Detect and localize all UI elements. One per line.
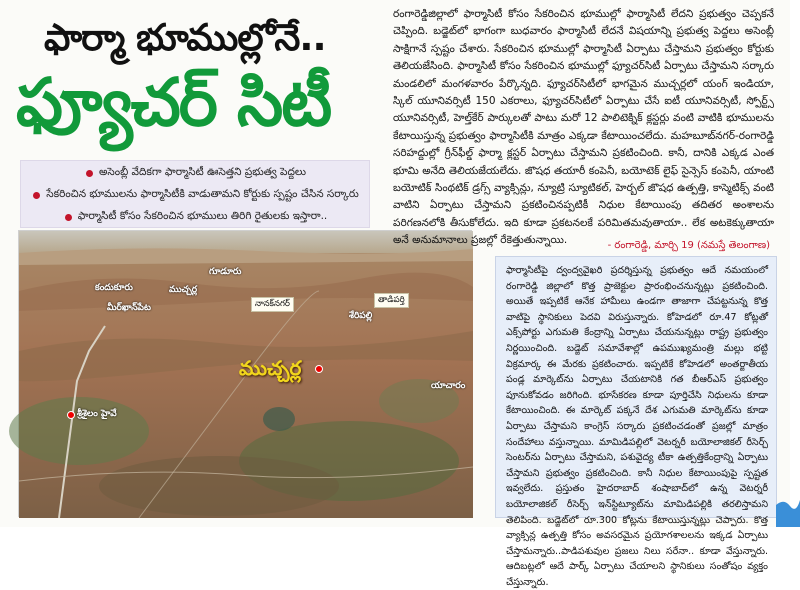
map-label-seripally: శేరిపల్లి [349, 311, 373, 321]
article-body: రంగారెడ్డిజిల్లాలో ఫార్మాసిటీ కోసం సేకరించిన భూముల్లో ఫార్మాసిటీ లేదని ప్రభుత్వం చెప్పకనే చెప్పింది. బడ్జెట్‌లో భాగంగా బుధవారం ఫార్మాసిటీ లేదనే విషయాన్ని ప్రభుత్వ పెద్దలు అసెంబ్లీ సాక్షిగానే స్పష్టం చేశారు. సేకరించిన భూముల్లో ఫార్మాసిటీ ఏర్పాటు చేస్తామని ప్రభుత్వం కోర్టుకు తెలియజేసింది. ఫార్మాసిటీ కోసం సేకరించిన భూముల్లో ఫ్యూచర్‌సిటీ ఏర్పాటు చేస్తామని సర్కారు మండలిలో మంగళవారం పేర్కొన్నది. ఫ్యూచర్‌సిటీలో భాగమైన ముచ్చర్లలో యంగ్ ఇండియా, స్కిల్ యూనివర్సిటీ 150 ఎకరాలు, ఫ్యూచర్‌సిటీలో ఏర్పాటు చేసే ఐటీ యూనివర్సిటీ, స్పోర్ట్స్ యూనివర్సిటీ, హెల్త్‌కేర్ పార్కులతో పాటు మరో 12 పాలిటెక్నిక్ క్లస్టర్లు వంటి వాటికి భూములను కేటాయిస్తున్న ప్రభుత్వం ఫార్మాసిటీకి మాత్రం ఎక్కడా కేటాయించలేదు. మహబూబ్‌నగర్-రంగారెడ్డి సరిహద్దుల్లో గ్రీన్‌ఫీల్డ్ ఫార్మా క్లస్టర్ ఏర్పాటు చేస్తామని ప్రకటించింది. కానీ, దానికి ఎక్కడ ఎంత భూమి అనేది తెలియజేయలేదు. జొషధ తయారీ కంపెనీ, బయోటెక్ లైఫ్ సైన్సెస్ కంపెనీ, యాంటి బయోటిక్ సింథటిక్ డ్రగ్స్ వ్యాక్సిన్లు, న్యూట్రి స్యూటికల్, హెర్బల్ జొషధ ఉత్పత్తి, కాస్మెటిక్స్ వంటి వాటిని ఏర్పాటు చేస్తామని ప్రకటించినప్పటికీ నిధుల కేటాయింపు తదితర అంశాలను పరిగణనలోకి తీసుకోలేదు. ఇది కూడా ప్రకటనలకే పరిమితమవుతాయా.. లేక అటకెక్కుతాయా అనే అనుమానాలు ప్రజల్లో రేకెత్తుతున్నాయి. [393, 8, 774, 247]
map-label-nanak: నానక్‌నగర్ [251, 297, 294, 312]
article-dateline: - రంగారెడ్డి, మార్చి 19 (నమస్తే తెలంగాణ) [607, 240, 770, 251]
map-label-yacharam: యాచారం [431, 381, 466, 391]
location-pin-icon [315, 365, 323, 373]
bullet-item [21, 184, 371, 206]
headline-block [10, 4, 384, 162]
sidebar-box [495, 256, 777, 588]
headline-kicker: ఫార్మా భూముల్లోనే.. [44, 16, 326, 59]
map-label-srisailam-highway: శ్రీశైలం హైవే [77, 409, 117, 419]
bullet-dot-icon [33, 192, 40, 199]
bullet-item [21, 206, 371, 228]
map-label-mutyala: ముచ్చర్ల [169, 285, 198, 295]
map-label-mucherla: ముచ్చర్ల [239, 356, 302, 380]
bullet-points [20, 160, 370, 228]
map-label-gudur: గూడూరు [209, 267, 242, 277]
page-edge-decoration [776, 0, 800, 527]
satellite-map-image [18, 230, 472, 517]
article-column [393, 6, 774, 264]
bullet-text: సేకరించిన భూములను ఫార్మాసిటీకి వాడుతామని కోర్టుకు స్పష్టం చేసిన సర్కారు [46, 187, 359, 200]
headline-main: ఫ్యూచర్ సిటీ [16, 64, 331, 141]
map-label-kandukur: కందుకూరు [95, 283, 133, 293]
bullet-dot-icon [86, 170, 93, 177]
bullet-item [21, 162, 371, 184]
bullet-text: ఫార్మాసిటీ కోసం సేకరించిన భూములు తిరిగి రైతులకు ఇస్తారా.. [77, 209, 328, 222]
map-label-meerkhanpet: మీర్‌ఖాన్‌పేట [107, 303, 151, 313]
map-label-thadiparthi: తాడిపర్తి [374, 293, 409, 308]
location-pin-icon [67, 411, 75, 419]
sidebar-box-text: ఫార్మాసిటీపై ద్వంద్వవైఖరి ప్రదర్శిస్తున్న ప్రభుత్వం ఆదే నమయంలో రంగారెడ్డి జిల్లాలో కొత్త ప్రాజెక్టుల ప్రారంభించనున్నట్లు ప్రకటించింది. అయితే ఇప్పటికే ఆనేక హామీలు ఉండగా తాజాగా చేపట్టనున్న కొత్త వాటిపై స్థానికులు పెదవి విరుస్తున్నారు. కోహెడలో రూ.47 కోట్లతో ఎక్స్‌పోర్టు ఎగుమతి కేంద్రాన్ని ఏర్పాటు చేయనున్నట్లు రాష్ట్ర ప్రభుత్వం నిర్ణయించింది. బడ్జెట్ సమావేశాల్లో ఉపముఖ్యమంత్రి మల్లు భట్టి విక్రమార్క ఈ మేరకు ప్రకటించారు. ఇప్పటికే కోహెడలో అంతర్జాతీయ పండ్ల మార్కెట్‌ను ఏర్పాటు చేయటానికి గత బీఆర్‌ఎస్ ప్రభుత్వం పూనుకోవడం జరిగింది. భూసేకరణ కూడా పూర్తిచేసి నిధులను కూడా కేటాయించింది. ఈ మార్కెట్ పక్కనే దేశ ఎగుమతి మార్కెట్‌ను కూడా ఏర్పాటు చేస్తామని కాంగ్రెస్ సర్కారు ప్రకటించడంతో ప్రజల్లో మాత్రం సందేహాలు వస్తున్నాయి. మామిడిపల్లిలో వెటర్నరీ బయోలాజికల్ రీసెర్చ్ సెంటర్‌ను ఏర్పాటు చేస్తామని, పశువైద్య టీకా ఉత్పత్తికేంద్రాన్ని ఏర్పాటు చేస్తామని ప్రభుత్వం ప్రకటించింది. కానీ నిధుల కేటాయింపుపై స్పష్టత ఇవ్వలేదు. ప్రస్తుతం హైదరాబాద్ శంషాబాద్‌లో ఉన్న వెటర్నరీ బయోలాజికల్ రీసెర్చ్ ఇన్‌స్టిట్యూట్‌ను మామిడిపల్లికి తరలిస్తామని తెలిపింది. బడ్జెట్‌లో రూ.300 కోట్లను కేటాయిస్తున్నట్లు చెప్పారు. కొత్త వ్యాక్సిన్ల ఉత్పత్తి కోసం అవసరమైన ప్రయోగశాలలను ఇక్కడ ఏర్పాటు చేస్తామన్నారు..పాడిపశువుల ప్రజలు నిలు సరేనా.. కూడా వేస్తున్నారు. ఆదిబట్లలో ఆదే పార్క్ ఏర్పాటు చేయాలని స్థానికులు సంతోషం వ్యక్తం చేస్తున్నారు. [506, 265, 768, 588]
bullet-text: అసెంబ్లీ వేదికగా ఫార్మాసిటీ ఊసెత్తని ప్రభుత్వ పెద్దలు [99, 165, 306, 178]
bullet-dot-icon [65, 214, 72, 221]
